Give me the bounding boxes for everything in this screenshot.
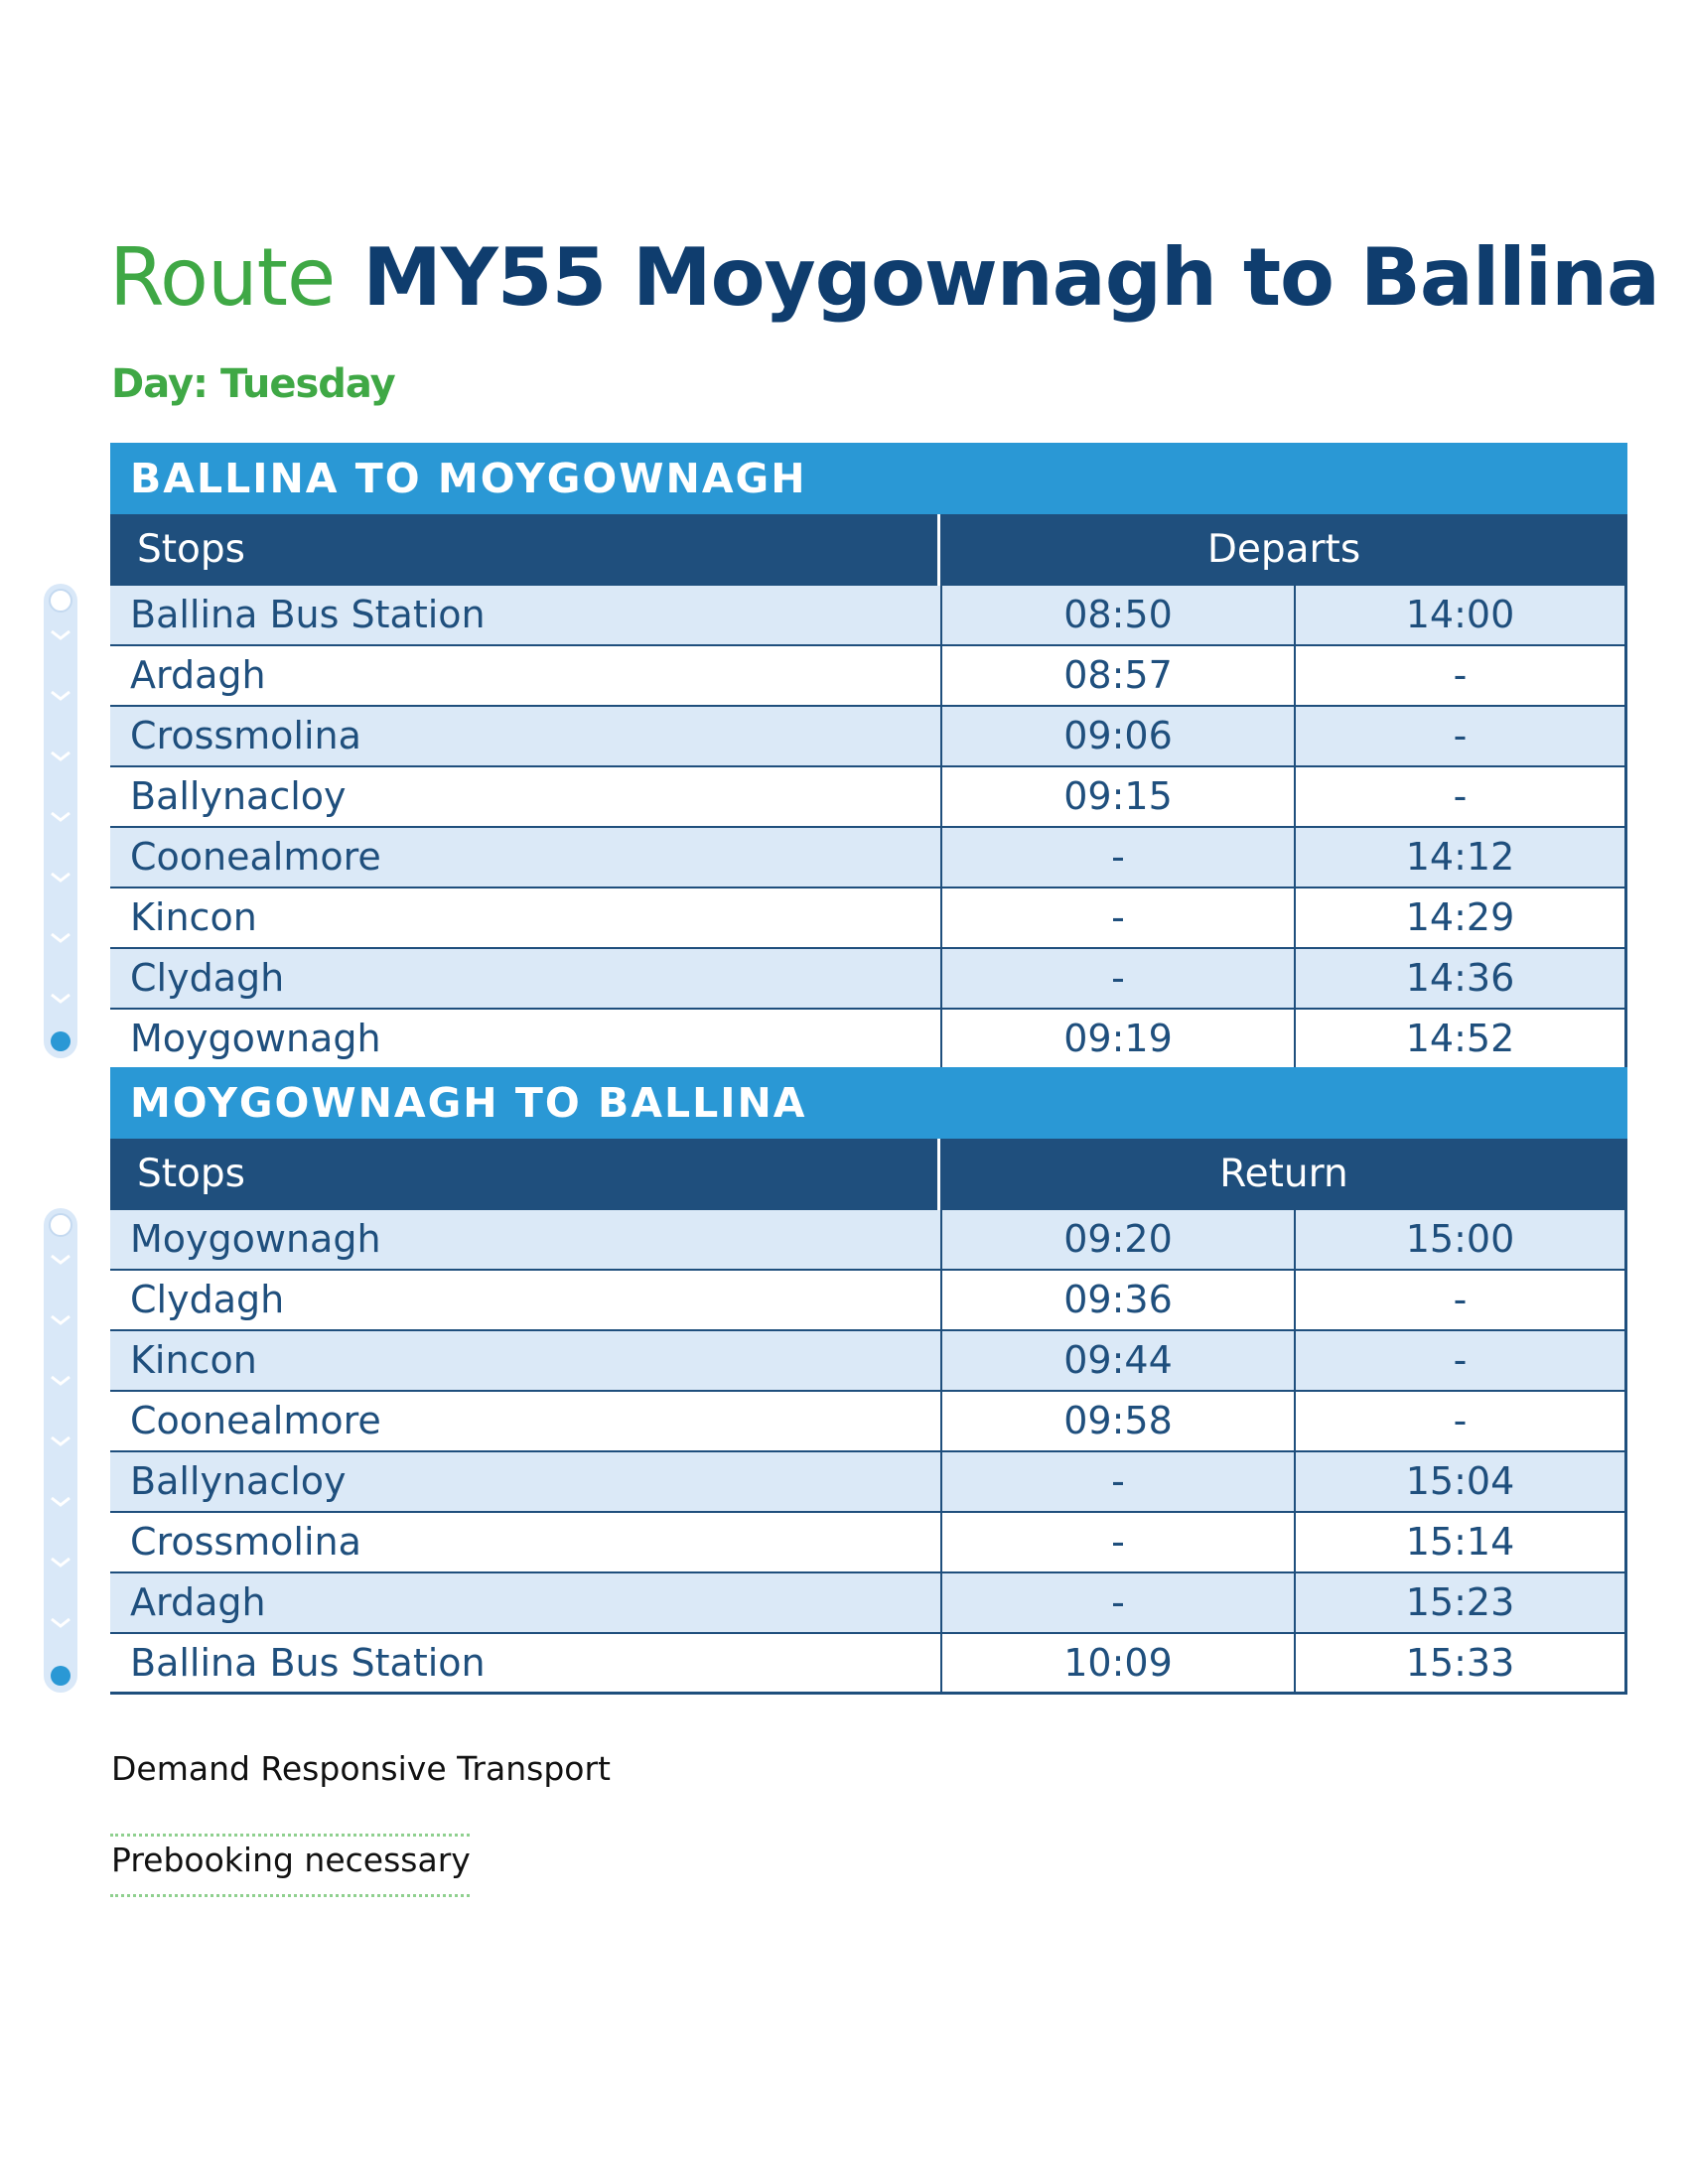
time-cell: 09:06 — [942, 707, 1296, 765]
stop-name: Moygownagh — [110, 1010, 942, 1068]
table-row — [110, 707, 1627, 767]
time-cell: - — [942, 888, 1296, 947]
table-row — [110, 1331, 1627, 1392]
timetable-outbound — [110, 443, 1627, 1070]
time-cell: 09:19 — [942, 1010, 1296, 1068]
route-line-outbound — [44, 584, 77, 1058]
stop-name: Ballynacloy — [110, 767, 942, 826]
table-row — [110, 1513, 1627, 1573]
time-cell: 10:09 — [942, 1634, 1296, 1692]
time-cell: 14:12 — [1296, 828, 1627, 887]
table-row — [110, 1271, 1627, 1331]
table-row — [110, 1634, 1627, 1695]
route-end-dot-icon — [51, 1031, 70, 1051]
booking-note: Prebooking necessary — [111, 1841, 471, 1879]
stop-name: Ballina Bus Station — [110, 1634, 942, 1692]
time-cell: - — [942, 949, 1296, 1008]
time-cell: 14:36 — [1296, 949, 1627, 1008]
chevron-down-icon — [51, 812, 70, 822]
stop-name: Crossmolina — [110, 1513, 942, 1571]
stop-name: Kincon — [110, 1331, 942, 1390]
column-header-times: Departs — [1206, 527, 1361, 572]
stop-name: Ballina Bus Station — [110, 586, 942, 644]
chevron-down-icon — [51, 1376, 70, 1386]
table-row — [110, 828, 1627, 888]
table-row — [110, 1573, 1627, 1634]
table-row — [110, 949, 1627, 1010]
column-header-stops: Stops — [110, 1139, 940, 1210]
time-cell: 14:29 — [1296, 888, 1627, 947]
time-cell: 15:04 — [1296, 1452, 1627, 1511]
table-row — [110, 888, 1627, 949]
time-cell: - — [942, 1573, 1296, 1632]
time-cell: - — [1296, 1331, 1627, 1390]
service-day: Day: Tuesday — [111, 361, 395, 407]
chevron-down-icon — [51, 873, 70, 883]
dotted-divider — [110, 1834, 470, 1837]
time-cell: 09:20 — [942, 1210, 1296, 1269]
chevron-down-icon — [51, 1497, 70, 1507]
chevron-down-icon — [51, 1558, 70, 1568]
column-header-stops: Stops — [110, 514, 940, 586]
timetable-return — [110, 1067, 1627, 1695]
section-title: MOYGOWNAGH TO BALLINA — [110, 1067, 1627, 1139]
stop-name: Ardagh — [110, 1573, 942, 1632]
time-cell: 15:23 — [1296, 1573, 1627, 1632]
time-cell: 14:00 — [1296, 586, 1627, 644]
time-cell: 09:58 — [942, 1392, 1296, 1450]
chevron-down-icon — [51, 1315, 70, 1325]
stop-name: Coonealmore — [110, 828, 942, 887]
stop-name: Clydagh — [110, 949, 942, 1008]
table-row — [110, 1452, 1627, 1513]
table-row — [110, 586, 1627, 646]
route-name: MY55 Moygownagh to Ballina — [362, 231, 1660, 324]
chevron-down-icon — [51, 751, 70, 761]
column-header-row — [110, 514, 1627, 586]
time-cell: 09:44 — [942, 1331, 1296, 1390]
time-cell: - — [1296, 1271, 1627, 1329]
table-row — [110, 767, 1627, 828]
chevron-down-icon — [51, 994, 70, 1004]
route-start-circle-icon — [49, 589, 72, 613]
chevron-down-icon — [51, 933, 70, 943]
stop-name: Kincon — [110, 888, 942, 947]
section-title: BALLINA TO MOYGOWNAGH — [110, 443, 1627, 514]
time-cell: - — [1296, 1392, 1627, 1450]
page-title — [109, 231, 1660, 324]
column-header-times: Return — [1219, 1152, 1348, 1196]
route-line-return — [44, 1208, 77, 1693]
stop-name: Clydagh — [110, 1271, 942, 1329]
table-row — [110, 646, 1627, 707]
chevron-down-icon — [51, 1436, 70, 1446]
stop-name: Ballynacloy — [110, 1452, 942, 1511]
time-cell: - — [1296, 767, 1627, 826]
timetable-rows — [110, 1210, 1627, 1695]
time-cell: 15:14 — [1296, 1513, 1627, 1571]
timetable-rows — [110, 586, 1627, 1070]
time-cell: 08:50 — [942, 586, 1296, 644]
stop-name: Ardagh — [110, 646, 942, 705]
time-cell: - — [942, 1452, 1296, 1511]
time-cell: - — [1296, 707, 1627, 765]
time-cell: - — [942, 828, 1296, 887]
chevron-down-icon — [51, 1618, 70, 1628]
route-label: Route — [109, 231, 336, 324]
chevron-down-icon — [51, 1255, 70, 1265]
table-row — [110, 1392, 1627, 1452]
time-cell: 09:36 — [942, 1271, 1296, 1329]
time-cell: 15:33 — [1296, 1634, 1627, 1692]
time-cell: 15:00 — [1296, 1210, 1627, 1269]
time-cell: - — [1296, 646, 1627, 705]
stop-name: Coonealmore — [110, 1392, 942, 1450]
dotted-divider — [110, 1894, 470, 1897]
route-start-circle-icon — [49, 1213, 72, 1237]
chevron-down-icon — [51, 630, 70, 640]
stop-name: Moygownagh — [110, 1210, 942, 1269]
time-cell: - — [942, 1513, 1296, 1571]
time-cell: 14:52 — [1296, 1010, 1627, 1068]
table-row — [110, 1010, 1627, 1070]
route-end-dot-icon — [51, 1666, 70, 1686]
chevron-down-icon — [51, 691, 70, 701]
service-type-note: Demand Responsive Transport — [111, 1749, 611, 1788]
time-cell: 08:57 — [942, 646, 1296, 705]
time-cell: 09:15 — [942, 767, 1296, 826]
table-row — [110, 1210, 1627, 1271]
column-header-row — [110, 1139, 1627, 1210]
stop-name: Crossmolina — [110, 707, 942, 765]
